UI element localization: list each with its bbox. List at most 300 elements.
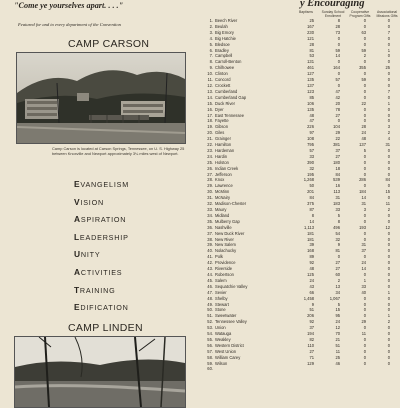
cooperative-gifts-value: 48 bbox=[361, 136, 366, 142]
enrollment-value: 81 bbox=[335, 248, 340, 254]
associational-gifts-value: 0 bbox=[387, 112, 390, 118]
row-number: 40. bbox=[207, 248, 213, 254]
associational-gifts-value: 0 bbox=[387, 35, 390, 41]
row-number: 48. bbox=[207, 295, 213, 301]
camp-carson-photo bbox=[16, 52, 186, 144]
associational-gifts-value: 0 bbox=[387, 218, 390, 224]
row-number: 54. bbox=[207, 331, 213, 337]
row-number: 5. bbox=[209, 41, 213, 47]
cooperative-gifts-value: 193 bbox=[359, 224, 366, 230]
cooperative-gifts-value: 0 bbox=[363, 82, 366, 88]
baptisms-value: 32 bbox=[309, 165, 314, 171]
cooperative-gifts-value: 0 bbox=[363, 18, 366, 23]
row-number: 13. bbox=[207, 88, 213, 94]
associational-gifts-value: 7 bbox=[387, 88, 390, 94]
associational-gifts-value: 0 bbox=[387, 354, 390, 360]
baptisms-value: 129 bbox=[307, 360, 314, 366]
row-number: 26. bbox=[207, 165, 213, 171]
association-name: Beech River bbox=[215, 18, 238, 23]
baptisms-value: 92 bbox=[309, 260, 314, 266]
cooperative-gifts-value: 31 bbox=[361, 201, 366, 207]
association-name: Bledsoe bbox=[215, 41, 230, 47]
row-number: 8. bbox=[209, 59, 213, 65]
enrollment-value: 60 bbox=[335, 271, 340, 277]
associational-gifts-value: 2 bbox=[387, 130, 390, 136]
association-name: Big Emory bbox=[215, 29, 234, 35]
enrollment-value: 21 bbox=[335, 336, 340, 342]
baptisms-value: 47 bbox=[309, 118, 314, 124]
acrostic-line: EDIFICATION bbox=[74, 302, 129, 313]
enrollment-value: 28 bbox=[335, 23, 340, 29]
row-number: 29. bbox=[207, 183, 213, 189]
baptisms-value: 135 bbox=[307, 77, 314, 83]
baptisms-value: 84 bbox=[309, 195, 314, 201]
cooperative-gifts-value: 0 bbox=[363, 59, 366, 65]
cooperative-gifts-value: 22 bbox=[361, 100, 366, 106]
enrollment-value: 14 bbox=[335, 53, 340, 59]
enrollment-value: 12 bbox=[335, 325, 340, 331]
enrollment-value: 34 bbox=[335, 289, 340, 295]
associational-gifts-value: 2 bbox=[387, 319, 390, 325]
row-number: 22. bbox=[207, 142, 213, 148]
association-name: McNairy bbox=[215, 195, 231, 201]
baptisms-value: 110 bbox=[307, 342, 314, 348]
associational-gifts-value: 0 bbox=[387, 236, 390, 242]
cooperative-gifts-value: 59 bbox=[361, 47, 366, 53]
row-number: 20. bbox=[207, 130, 213, 136]
association-name: New Salem bbox=[215, 242, 236, 248]
baptisms-value: 226 bbox=[307, 124, 314, 130]
row-number: 37. bbox=[207, 230, 213, 236]
associational-gifts-value: 0 bbox=[387, 71, 390, 77]
enrollment-value: 24 bbox=[335, 319, 340, 325]
association-name: Fayette bbox=[215, 118, 229, 124]
association-name: Chilhowee bbox=[215, 65, 235, 71]
cooperative-gifts-value: 355 bbox=[359, 65, 366, 71]
cooperative-gifts-value: 0 bbox=[363, 212, 366, 218]
cooperative-gifts-value: 28 bbox=[361, 124, 366, 130]
enrollment-value: 32 bbox=[335, 236, 340, 242]
enrollment-value: 104 bbox=[333, 124, 340, 130]
cooperative-gifts-value: 0 bbox=[363, 348, 366, 354]
baptisms-value: 33 bbox=[309, 153, 314, 159]
associational-gifts-value: 0 bbox=[387, 331, 390, 337]
cooperative-gifts-value: 0 bbox=[363, 354, 366, 360]
associational-gifts-value: 1 bbox=[387, 47, 390, 53]
enrollment-value: 8 bbox=[337, 18, 340, 23]
association-name: Nashville bbox=[215, 224, 232, 230]
enrollment-value: 0 bbox=[337, 254, 340, 260]
baptisms-value: 1,458 bbox=[303, 295, 314, 301]
enrollment-value: 78 bbox=[335, 106, 340, 112]
association-name: Indian Creek bbox=[215, 165, 239, 171]
associational-gifts-value: 1 bbox=[387, 313, 390, 319]
association-name: Cumberland Gap bbox=[215, 94, 247, 100]
enrollment-value: 25 bbox=[335, 354, 340, 360]
baptisms-value: 230 bbox=[307, 29, 314, 35]
row-number: 38. bbox=[207, 236, 213, 242]
association-name: Dyer bbox=[215, 106, 224, 112]
right-column bbox=[204, 0, 400, 400]
enrollment-value: 16 bbox=[335, 183, 340, 189]
baptisms-value: 168 bbox=[307, 248, 314, 254]
row-number: 58. bbox=[207, 354, 213, 360]
camp-linden-photo bbox=[14, 336, 186, 408]
enrollment-value: 27 bbox=[335, 153, 340, 159]
association-name: West Union bbox=[215, 348, 237, 354]
baptisms-value: 201 bbox=[307, 189, 314, 195]
row-number: 9. bbox=[209, 65, 213, 71]
row-number: 42. bbox=[207, 260, 213, 266]
row-number: 11. bbox=[207, 77, 213, 83]
cooperative-gifts-value: 37 bbox=[361, 248, 366, 254]
associational-gifts-value: 4 bbox=[387, 136, 390, 142]
cooperative-gifts-value: 0 bbox=[363, 236, 366, 242]
association-name: Crockett bbox=[215, 82, 231, 88]
enrollment-value: 95 bbox=[335, 313, 340, 319]
cooperative-gifts-value: 0 bbox=[363, 295, 366, 301]
cooperative-gifts-value: 0 bbox=[363, 230, 366, 236]
association-name: Riverside bbox=[215, 266, 233, 272]
row-number: 44. bbox=[207, 271, 213, 277]
associational-gifts-value: 7 bbox=[387, 29, 390, 35]
cooperative-gifts-value: 0 bbox=[363, 71, 366, 77]
associational-gifts-value: 0 bbox=[387, 242, 390, 248]
association-name: Union bbox=[215, 325, 226, 331]
association-name: Gibson bbox=[215, 124, 228, 130]
associational-gifts-value: 0 bbox=[387, 195, 390, 201]
enrollment-value: 73 bbox=[335, 29, 340, 35]
acrostic-line: ASPIRATION bbox=[74, 214, 127, 225]
associational-gifts-value: 0 bbox=[387, 165, 390, 171]
cooperative-gifts-value: 14 bbox=[361, 266, 366, 272]
baptisms-value: 57 bbox=[309, 147, 314, 153]
enrollment-value: 47 bbox=[335, 88, 340, 94]
row-number: 1. bbox=[209, 18, 213, 23]
baptisms-value: 97 bbox=[309, 130, 314, 136]
association-name: Giles bbox=[215, 130, 225, 136]
association-name: East Tennessee bbox=[215, 112, 245, 118]
row-number: 19. bbox=[207, 124, 213, 130]
associational-gifts-value: 25 bbox=[385, 65, 390, 71]
row-number: 25. bbox=[207, 159, 213, 165]
acrostic-line: UNITY bbox=[74, 249, 101, 260]
cooperative-gifts-value: 2 bbox=[363, 53, 366, 59]
baptisms-value: 8 bbox=[311, 212, 314, 218]
row-number: 16. bbox=[207, 106, 213, 112]
associational-gifts-value: 0 bbox=[387, 295, 390, 301]
row-number: 60. bbox=[207, 366, 213, 372]
cooperative-gifts-value: 11 bbox=[361, 331, 366, 337]
camp-carson-caption: Camp Carson is located at Carson Springs, Tennessee, on U. S. Highway 25 between Knoxville and Newport approximately 3¼ miles west of Newport. bbox=[52, 146, 185, 156]
associational-gifts-value: 84 bbox=[385, 177, 390, 183]
camp-linden-title: CAMP LINDEN bbox=[68, 322, 143, 334]
association-name: Campbell bbox=[215, 53, 233, 59]
cooperative-gifts-value: 0 bbox=[363, 336, 366, 342]
association-name: Tennessee Valley bbox=[215, 319, 247, 325]
enrollment-value: 11 bbox=[335, 348, 340, 354]
row-number: 15. bbox=[207, 100, 213, 106]
enrollment-value: 0 bbox=[337, 41, 340, 47]
enrollment-value: 84 bbox=[335, 171, 340, 177]
row-number: 55. bbox=[207, 336, 213, 342]
row-number: 32. bbox=[207, 201, 213, 207]
baptisms-value: 167 bbox=[307, 23, 314, 29]
cooperative-gifts-value: 0 bbox=[363, 106, 366, 112]
baptisms-value: 106 bbox=[307, 100, 314, 106]
header-associational-missions: Associational Missions Gifts bbox=[376, 10, 398, 18]
baptisms-value: 51 bbox=[309, 307, 314, 313]
associational-gifts-value: 0 bbox=[387, 342, 390, 348]
enrollment-value: 27 bbox=[335, 260, 340, 266]
row-number: 7. bbox=[209, 53, 213, 59]
cooperative-gifts-value: 0 bbox=[363, 165, 366, 171]
baptisms-value: 795 bbox=[307, 142, 314, 148]
baptisms-value: 39 bbox=[309, 242, 314, 248]
cooperative-gifts-value: 0 bbox=[363, 159, 366, 165]
baptisms-value: 181 bbox=[307, 236, 314, 242]
cooperative-gifts-value: 5 bbox=[363, 147, 366, 153]
associational-gifts-value: 0 bbox=[387, 23, 390, 29]
enrollment-value: 27 bbox=[335, 266, 340, 272]
association-name: Hamilton bbox=[215, 142, 232, 148]
associational-gifts-value: 0 bbox=[387, 183, 390, 189]
row-number: 46. bbox=[207, 283, 213, 289]
enrollment-value: 113 bbox=[333, 189, 340, 195]
association-name: Stone bbox=[215, 307, 226, 313]
associations-table bbox=[204, 18, 400, 372]
cooperative-gifts-value: 184 bbox=[359, 189, 366, 195]
associational-gifts-value: 0 bbox=[387, 159, 390, 165]
baptisms-value: 137 bbox=[307, 82, 314, 88]
associational-gifts-value: 0 bbox=[387, 212, 390, 218]
associational-gifts-value: 12 bbox=[385, 224, 390, 230]
row-number: 24. bbox=[207, 153, 213, 159]
association-name: Polk bbox=[215, 254, 223, 260]
row-number: 21. bbox=[207, 136, 213, 142]
row-number: 57. bbox=[207, 348, 213, 354]
baptisms-value: 131 bbox=[307, 59, 314, 65]
association-name: Knox bbox=[215, 177, 225, 183]
row-number: 51. bbox=[207, 313, 213, 319]
enrollment-value: 33 bbox=[335, 207, 340, 212]
baptisms-value: 82 bbox=[309, 336, 314, 342]
association-name: Hardin bbox=[215, 153, 228, 159]
cooperative-gifts-value: 33 bbox=[361, 283, 366, 289]
association-name: William Carey bbox=[215, 354, 241, 360]
associational-gifts-value: 0 bbox=[387, 254, 390, 260]
associational-gifts-value: 0 bbox=[387, 266, 390, 272]
baptisms-value: 43 bbox=[309, 283, 314, 289]
associational-gifts-value: 0 bbox=[387, 301, 390, 307]
table-row bbox=[204, 366, 400, 372]
baptisms-value: 89 bbox=[309, 254, 314, 260]
enrollment-value: 13 bbox=[335, 283, 340, 289]
association-name: Nolachucky bbox=[215, 248, 237, 254]
associational-gifts-value: 0 bbox=[387, 348, 390, 354]
acrostic-line: LEADERSHIP bbox=[74, 231, 129, 242]
enrollment-value: 8 bbox=[337, 218, 340, 224]
acrostic-line: EVANGELISM bbox=[74, 179, 129, 189]
header-cooperative-program: Cooperative Program Gifts bbox=[349, 10, 371, 18]
cooperative-gifts-value: 0 bbox=[363, 307, 366, 313]
row-number: 43. bbox=[207, 266, 213, 272]
enrollment-value: 1,067 bbox=[329, 295, 340, 301]
associational-gifts-value: 0 bbox=[387, 53, 390, 59]
associational-gifts-value: 0 bbox=[387, 153, 390, 159]
associational-gifts-value: 1 bbox=[387, 289, 390, 295]
row-number: 4. bbox=[209, 35, 213, 41]
association-name: Holston bbox=[215, 159, 229, 165]
header-sunday-school: Sunday School Enrollment bbox=[321, 10, 345, 18]
associational-gifts-value: 0 bbox=[387, 147, 390, 153]
enrollment-value: 496 bbox=[333, 224, 340, 230]
row-number: 50. bbox=[207, 307, 213, 313]
baptisms-value: 194 bbox=[307, 331, 314, 337]
baptisms-value: 108 bbox=[307, 136, 314, 142]
camp-linden-image bbox=[15, 337, 185, 407]
enrollment-value: 31 bbox=[335, 195, 340, 201]
association-name: Bradley bbox=[215, 47, 229, 53]
association-name: Stewart bbox=[215, 301, 229, 307]
associational-gifts-value: 11 bbox=[385, 201, 390, 207]
association-name: Sevier bbox=[215, 289, 227, 295]
associational-gifts-value: 0 bbox=[387, 260, 390, 266]
baptisms-value: 53 bbox=[309, 53, 314, 59]
enrollment-value: 57 bbox=[335, 77, 340, 83]
enrollment-value: 381 bbox=[333, 142, 340, 148]
association-name: Beulah bbox=[215, 23, 228, 29]
cooperative-gifts-value: 0 bbox=[363, 301, 366, 307]
association-name: Carroll-Benton bbox=[215, 59, 242, 65]
baptisms-value: 66 bbox=[309, 289, 314, 295]
cooperative-gifts-value: 3 bbox=[363, 207, 366, 212]
association-name: Weakley bbox=[215, 336, 231, 342]
enrollment-value: 15 bbox=[335, 307, 340, 313]
associational-gifts-value: 0 bbox=[387, 106, 390, 112]
associational-gifts-value: 1 bbox=[387, 100, 390, 106]
row-number: 56. bbox=[207, 342, 213, 348]
baptisms-value: 50 bbox=[309, 183, 314, 189]
enrollment-value: 164 bbox=[333, 65, 340, 71]
cooperative-gifts-value: 0 bbox=[363, 118, 366, 124]
association-name: Providence bbox=[215, 260, 236, 266]
row-number: 12. bbox=[207, 82, 213, 88]
baptisms-value: 461 bbox=[307, 65, 314, 71]
row-number: 14. bbox=[207, 94, 213, 100]
enrollment-value: 46 bbox=[335, 360, 340, 366]
cooperative-gifts-value: 286 bbox=[359, 177, 366, 183]
row-number: 18. bbox=[207, 118, 213, 124]
enrollment-value: 18 bbox=[335, 165, 340, 171]
left-column bbox=[14, 0, 202, 400]
camp-carson-image bbox=[17, 53, 185, 143]
cooperative-gifts-value: 0 bbox=[363, 360, 366, 366]
enrollment-value: 9 bbox=[337, 242, 340, 248]
table-title: y Encouraging bbox=[300, 0, 365, 9]
scripture-quote: "Come ye yourselves apart. . . ." bbox=[14, 1, 124, 10]
enrollment-value: 183 bbox=[333, 201, 340, 207]
cooperative-gifts-value: 29 bbox=[361, 319, 366, 325]
baptisms-value: 71 bbox=[309, 354, 314, 360]
row-number: 52. bbox=[207, 319, 213, 325]
associational-gifts-value: 0 bbox=[387, 118, 390, 124]
associational-gifts-value: 0 bbox=[387, 336, 390, 342]
associational-gifts-value: 0 bbox=[387, 82, 390, 88]
row-number: 36. bbox=[207, 224, 213, 230]
enrollment-value: 180 bbox=[333, 159, 340, 165]
association-name: Lawrence bbox=[215, 183, 233, 189]
association-name: New Duck River bbox=[215, 230, 245, 236]
baptisms-value: 181 bbox=[307, 230, 314, 236]
cooperative-gifts-value: 0 bbox=[363, 183, 366, 189]
association-name: Shelby bbox=[215, 295, 228, 301]
acrostic bbox=[74, 180, 129, 321]
cooperative-gifts-value: 137 bbox=[359, 142, 366, 148]
row-number: 10. bbox=[207, 71, 213, 77]
association-name: Hardeman bbox=[215, 147, 235, 153]
cooperative-gifts-value: 0 bbox=[363, 171, 366, 177]
baptisms-value: 195 bbox=[307, 171, 314, 177]
baptisms-value: 127 bbox=[307, 71, 314, 77]
cooperative-gifts-value: 0 bbox=[363, 153, 366, 159]
acrostic-line: TRAINING bbox=[74, 284, 116, 295]
enrollment-value: 0 bbox=[337, 35, 340, 41]
enrollment-value: 54 bbox=[335, 230, 340, 236]
cooperative-gifts-value: 0 bbox=[363, 342, 366, 348]
associational-gifts-value: 0 bbox=[387, 171, 390, 177]
enrollment-value: 27 bbox=[335, 112, 340, 118]
enrollment-value: 2 bbox=[337, 277, 340, 283]
row-number: 30. bbox=[207, 189, 213, 195]
row-number: 3. bbox=[209, 29, 213, 35]
row-number: 47. bbox=[207, 289, 213, 295]
row-number: 53. bbox=[207, 325, 213, 331]
associational-gifts-value: 0 bbox=[387, 94, 390, 100]
baptisms-value: 1,113 bbox=[304, 224, 314, 230]
enrollment-value: 20 bbox=[335, 100, 340, 106]
row-number: 35. bbox=[207, 218, 213, 224]
enrollment-value: 37 bbox=[335, 147, 340, 153]
enrollment-value: 51 bbox=[335, 342, 340, 348]
row-number: 49. bbox=[207, 301, 213, 307]
baptisms-value: 9 bbox=[311, 301, 314, 307]
cooperative-gifts-value: 0 bbox=[363, 325, 366, 331]
row-number: 17. bbox=[207, 112, 213, 118]
row-number: 27. bbox=[207, 171, 213, 177]
baptisms-value: 92 bbox=[309, 319, 314, 325]
baptisms-value: 375 bbox=[307, 201, 314, 207]
row-number: 41. bbox=[207, 254, 213, 260]
enrollment-value: 29 bbox=[335, 130, 340, 136]
association-name: Sweetwater bbox=[215, 313, 237, 319]
row-number: 34. bbox=[207, 212, 213, 218]
associational-gifts-value: 2 bbox=[387, 207, 390, 212]
associational-gifts-value: 0 bbox=[387, 283, 390, 289]
baptisms-value: 14 bbox=[309, 218, 314, 224]
enrollment-value: 5 bbox=[337, 212, 340, 218]
row-number: 6. bbox=[209, 47, 213, 53]
baptisms-value: 48 bbox=[309, 266, 314, 272]
baptisms-value: 85 bbox=[309, 94, 314, 100]
cooperative-gifts-value: 0 bbox=[363, 23, 366, 29]
associational-gifts-value: 15 bbox=[385, 189, 390, 195]
associational-gifts-value: 31 bbox=[385, 142, 390, 148]
association-name: Robertson bbox=[215, 271, 234, 277]
association-name: Watauga bbox=[215, 331, 232, 337]
baptisms-value: 135 bbox=[307, 106, 314, 112]
association-name: New River bbox=[215, 236, 234, 242]
